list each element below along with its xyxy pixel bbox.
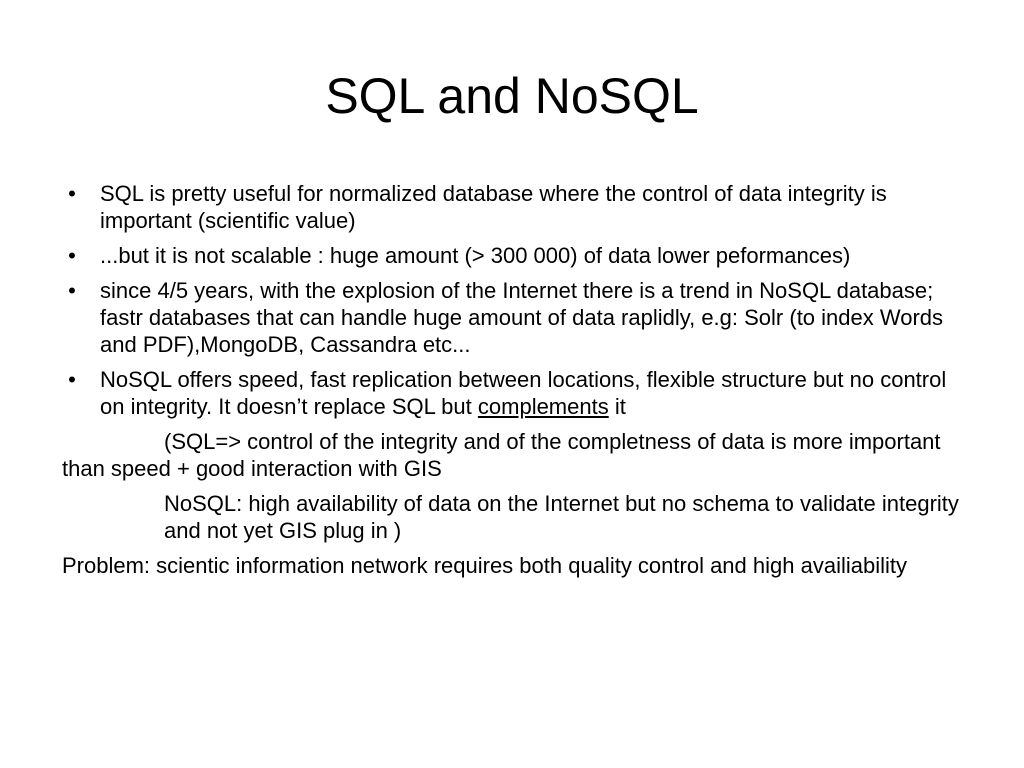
problem-statement: Problem: scientic information network requires both quality control and high availiability [62,553,907,578]
bullet-item-4 [62,366,962,420]
slide-body [62,180,962,587]
bullet-text-before: NoSQL offers speed, fast replication between locations, flexible structure but no control on integrity. It doesn’t replace SQL but [100,367,947,419]
bullet-item-1 [62,180,962,234]
underlined-word: complements [477,394,609,419]
bullet-text: ...but it is not scalable : huge amount (> 300 000) of data lower peformances) [100,243,851,268]
bullet-item-2 [62,242,962,269]
sql-note: (SQL=> control of the integrity and of the completness of data is more important than speed + good interaction with GIS [62,429,941,481]
bullet-icon: • [68,243,76,268]
slide-title: SQL and NoSQL [325,68,699,124]
bullet-item-3 [62,277,962,358]
bullet-text: SQL is pretty useful for normalized database where the control of data integrity is important (scientific value) [100,181,887,233]
bullet-icon: • [68,367,76,392]
nosql-note: NoSQL: high availability of data on the Internet but no schema to validate integrity and not yet GIS plug in ) [164,491,959,543]
bullet-text: since 4/5 years, with the explosion of the Internet there is a trend in NoSQL database; fastr databases that can handle huge amount of data raplidly, e.g: Solr (to index Words and PDF),MongoDB, Cassandra etc... [100,278,944,357]
bullet-text-after: it [608,394,626,419]
bullet-icon: • [68,181,76,206]
bullet-icon: • [68,278,76,303]
